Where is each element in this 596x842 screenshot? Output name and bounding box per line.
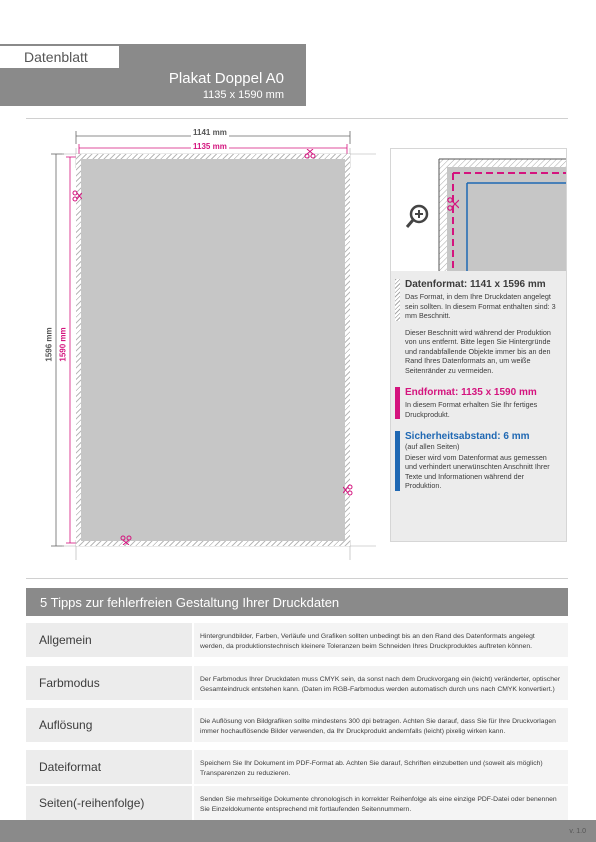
tip-label: Auflösung bbox=[26, 708, 192, 742]
tip-row bbox=[26, 708, 568, 742]
product-title: Plakat Doppel A0 bbox=[168, 70, 284, 87]
width-data-label: 1141 mm bbox=[193, 128, 227, 137]
divider-top bbox=[26, 118, 568, 119]
safety-margin-title: Sicherheitsabstand: 6 mm bbox=[405, 431, 530, 442]
tip-label: Allgemein bbox=[26, 623, 192, 657]
tip-row bbox=[26, 786, 568, 820]
tip-text: Hintergrundbilder, Farben, Verläufe und Grafiken sollten unbedingt bis an den Rand des Datenformats angelegt werden, da produktionstechnisch kleinere Toleranzen beim Schneiden Ihres Druckproduktes auftreten können. bbox=[194, 623, 568, 657]
tip-label: Dateiformat bbox=[26, 750, 192, 784]
tip-label: Seiten(-reihenfolge) bbox=[26, 786, 192, 820]
safety-margin-subtitle: (auf allen Seiten) bbox=[405, 442, 460, 451]
tip-row bbox=[26, 666, 568, 700]
final-format-area bbox=[81, 159, 345, 541]
zoom-icon bbox=[405, 203, 431, 229]
width-final-label: 1135 mm bbox=[193, 142, 227, 151]
info-panel bbox=[390, 148, 567, 542]
height-data-label: 1596 mm bbox=[44, 327, 54, 362]
format-diagram bbox=[46, 128, 376, 568]
version-label: v. 1.0 bbox=[569, 828, 586, 835]
scissors-icon bbox=[447, 197, 459, 211]
footer-bar bbox=[0, 820, 596, 842]
tip-text: Speichern Sie Ihr Dokument im PDF-Format ab. Achten Sie darauf, Schriften einzubetten und (soweit als möglich) Transparenzen zu reduzieren. bbox=[194, 750, 568, 784]
end-format-title: Endformat: 1135 x 1590 mm bbox=[405, 387, 537, 398]
datasheet-tab: Datenblatt bbox=[0, 46, 119, 68]
scissors-icon bbox=[304, 149, 316, 159]
tip-text: Die Auflösung von Bildgrafiken sollte mindestens 300 dpi betragen. Achten Sie darauf, dass Sie für Ihre Druckvorlagen immer hochauflösende Bilder verwenden, da Ihr Druckprodukt andernfalls (leicht) pixelig wirken kann. bbox=[194, 708, 568, 742]
tip-text: Der Farbmodus Ihrer Druckdaten muss CMYK sein, da sonst nach dem Druckvorgang ein (leicht) veränderter, optischer Gesamteindruck entstehen kann. (Daten im RGB-Farbmodus werden automatisch durch uns nach CMYK konvertiert.) bbox=[194, 666, 568, 700]
corner-zoom bbox=[391, 149, 566, 271]
tips-title: 5 Tipps zur fehlerfreien Gestaltung Ihrer Druckdaten bbox=[26, 588, 568, 616]
product-size: 1135 x 1590 mm bbox=[202, 89, 284, 101]
data-format-title: Datenformat: 1141 x 1596 mm bbox=[405, 279, 546, 290]
bleed-explanation: Dieser Beschnitt wird während der Produktion von uns entfernt. Bitte legen Sie Hintergründe und randabfallende Objekte immer bis an den Rand Ihres Datenformats an, um weiße Seitenränder zu vermeiden. bbox=[405, 327, 551, 375]
height-final-label: 1590 mm bbox=[58, 327, 68, 362]
scissors-icon bbox=[72, 190, 82, 202]
scissors-icon bbox=[343, 484, 353, 496]
end-format-text: In diesem Format erhalten Sie Ihr fertiges Druckprodukt. bbox=[405, 400, 538, 419]
data-format-text: Das Format, in dem Ihre Druckdaten angelegt sein sollten. In diesem Format enthalten sind: 3 mm Beschnitt. bbox=[405, 292, 556, 320]
tip-row bbox=[26, 750, 568, 784]
safety-margin-text: Dieser wird vom Datenformat aus gemessen und verhindert unerwünschten Anschnitt Ihrer Texte und Informationen während der Produktion. bbox=[405, 452, 550, 490]
tip-text: Senden Sie mehrseitige Dokumente chronologisch in korrekter Reihenfolge als eine einzige PDF-Datei oder benennen Sie Einzeldokumente entsprechend mit fortlaufenden Seitennummern. bbox=[194, 786, 568, 820]
tip-label: Farbmodus bbox=[26, 666, 192, 700]
tip-row bbox=[26, 623, 568, 657]
divider-middle bbox=[26, 578, 568, 579]
scissors-icon bbox=[120, 535, 132, 545]
